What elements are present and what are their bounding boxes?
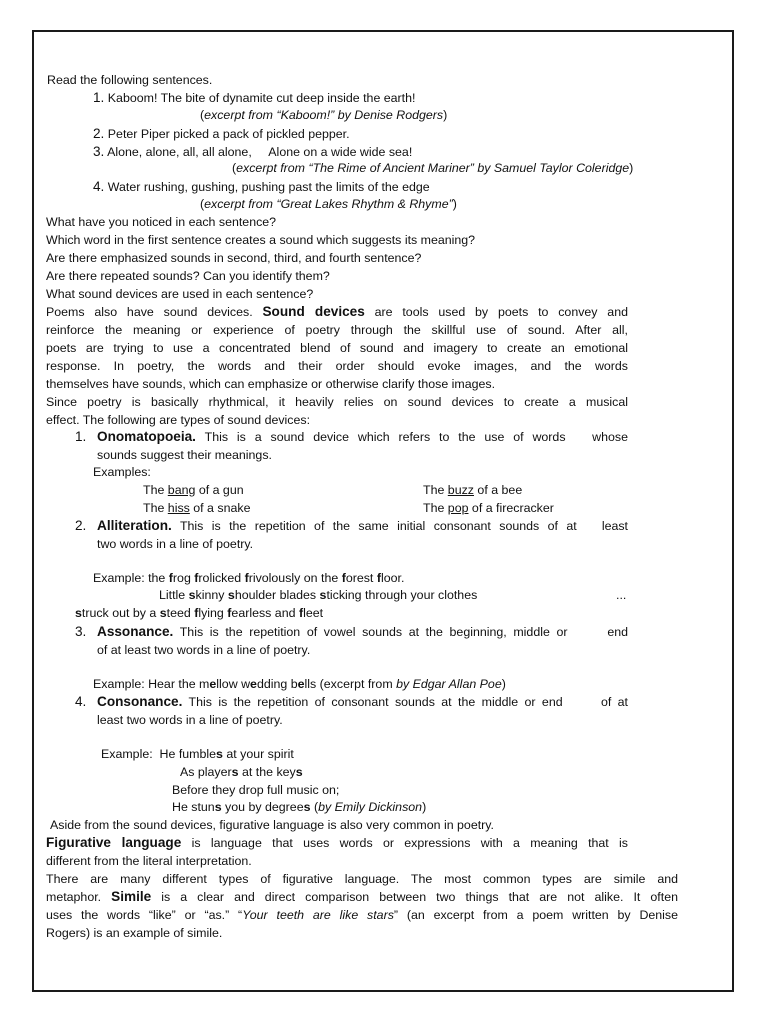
- example-pop: The pop of a firecracker: [423, 501, 554, 515]
- assonance-definition: Assonance. This is the repetition of vowel sounds at the beginning, middle or end of at least two words in a line of poetry.: [97, 624, 629, 657]
- item-4-number: 4.: [75, 694, 87, 709]
- rhythm-paragraph: Since poetry is basically rhythmical, it heavily relies on sound devices to create a musical effect. The following are types of sound devices:: [46, 395, 628, 427]
- sentence-4-source: (excerpt from “Great Lakes Rhythm & Rhyme”): [200, 197, 457, 211]
- sentence-3: 3. Alone, alone, all, all alone, Alone on a wide wide sea!: [93, 144, 413, 159]
- sentence-4: 4. Water rushing, gushing, pushing past the limits of the edge: [93, 179, 430, 194]
- consonance-definition: Consonance. This is the repetition of consonant sounds at the middle or end of at least two words in a line of poetry.: [97, 694, 629, 727]
- figurative-definition: Figurative language is language that uses words or expressions with a meaning that is different from the literal interpretation.: [46, 835, 628, 868]
- simile-paragraph: There are many different types of figurative language. The most common types are simile and metaphor. Simile is a clear and direct comparison between two things that are not alike. It often uses the words “like” or “as.” “Your teeth are like stars” (an excerpt from a poem written by Denise Rogers) is an example of simile.: [46, 872, 679, 940]
- consonance-example-1: Example: He fumbles at your spirit: [101, 747, 294, 761]
- item-3-number: 3.: [75, 624, 87, 639]
- question-4: Are there repeated sounds? Can you identify them?: [46, 269, 330, 283]
- sentence-1: 1. Kaboom! The bite of dynamite cut deep inside the earth!: [93, 90, 416, 105]
- item-2-number: 2.: [75, 518, 87, 533]
- example-bang: The bang of a gun: [143, 483, 244, 497]
- question-5: What sound devices are used in each sentence?: [46, 287, 314, 301]
- question-1: What have you noticed in each sentence?: [46, 215, 277, 229]
- example-buzz: The buzz of a bee: [423, 483, 523, 497]
- sentence-2: 2. Peter Piper picked a pack of pickled pepper.: [93, 126, 350, 141]
- question-2: Which word in the first sentence creates a sound which suggests its meaning?: [46, 233, 476, 247]
- assonance-example: Example: Hear the mellow wedding bells (excerpt from by Edgar Allan Poe): [93, 677, 506, 691]
- alliteration-definition: Alliteration. This is the repetition of the same initial consonant sounds of at least two words in a line of poetry.: [97, 518, 628, 551]
- consonance-example-3: Before they drop full music on;: [172, 783, 340, 797]
- sentence-3-source: (excerpt from “The Rime of Ancient Mariner” by Samuel Taylor Coleridge): [232, 161, 634, 175]
- item-1-number: 1.: [75, 429, 87, 444]
- consonance-example-4: He stuns you by degrees (by Emily Dickinson): [172, 800, 427, 814]
- alliteration-example-1: Example: the frog frolicked frivolously on the forest floor.: [93, 571, 405, 585]
- alliteration-example-2: Little skinny shoulder blades sticking through your clothes: [159, 588, 478, 602]
- sentence-1-source: (excerpt from “Kaboom!” by Denise Rodgers): [200, 108, 448, 122]
- question-3: Are there emphasized sounds in second, third, and fourth sentence?: [46, 251, 422, 265]
- example-hiss: The hiss of a snake: [143, 501, 251, 515]
- examples-label: Examples:: [93, 465, 151, 479]
- sound-devices-paragraph: Poems also have sound devices. Sound devices are tools used by poets to convey and reinforce the meaning or experience of poetry through the skillful use of sound. After all, poets are trying to use a concentrated blend of sound and imagery to create an emotional response. In poetry, the words and their order should evoke images, and the words themselves have sounds, which can emphasize or otherwise clarify those images.: [46, 304, 628, 391]
- consonance-example-2: As players at the keys: [180, 765, 303, 779]
- intro-text: Read the following sentences.: [47, 73, 213, 87]
- alliteration-example-3: struck out by a steed flying fearless and fleet: [75, 606, 324, 620]
- figurative-aside: Aside from the sound devices, figurative language is also very common in poetry.: [50, 818, 494, 832]
- onomatopoeia-definition: Onomatopoeia. This is a sound device which refers to the use of words whose sounds suggest their meanings.: [97, 429, 629, 462]
- alliteration-ellipsis: ...: [616, 588, 627, 602]
